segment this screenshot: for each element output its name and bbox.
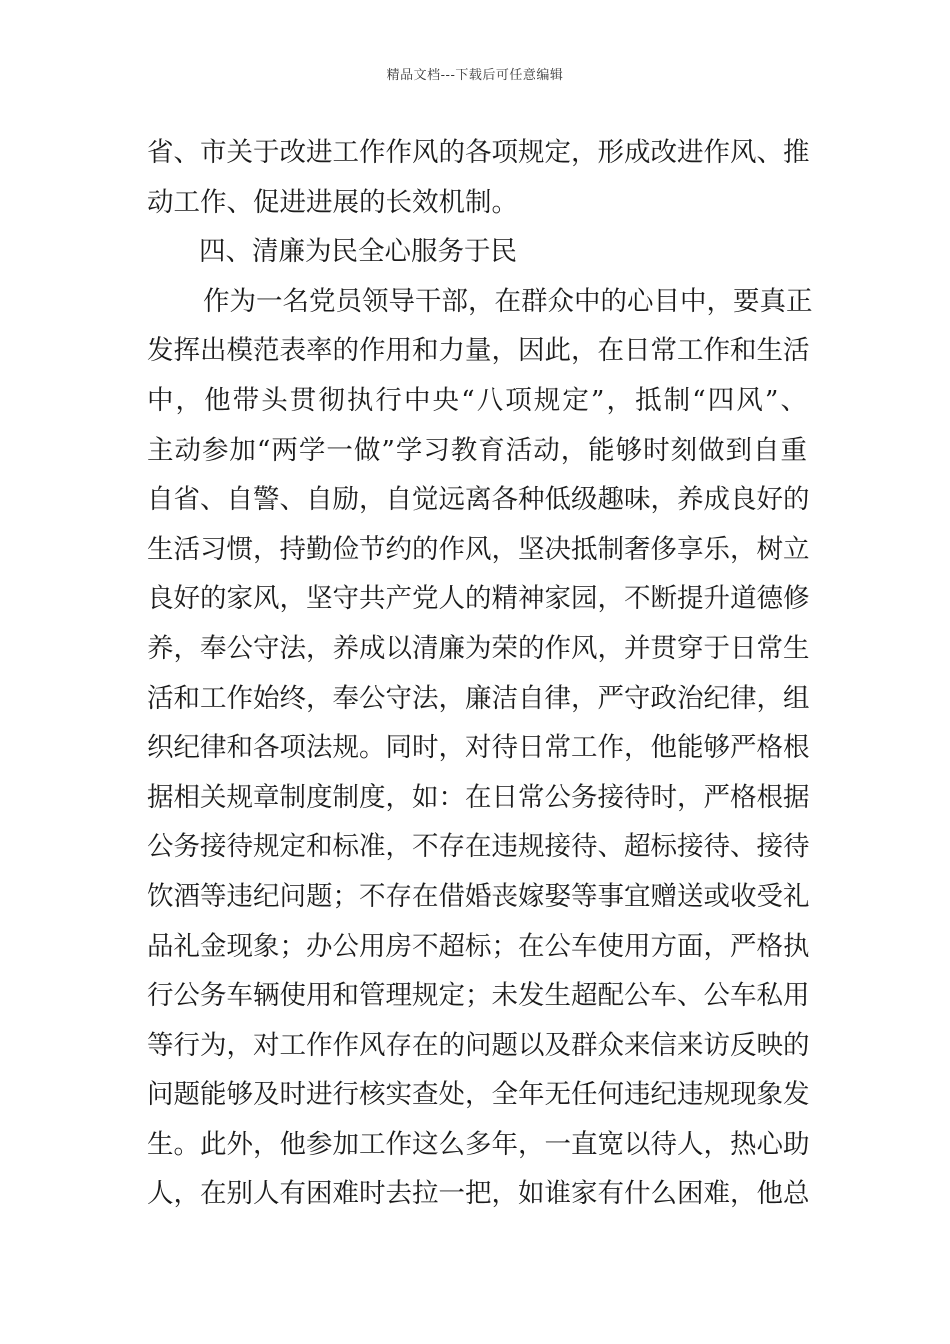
text-line: 活和工作始终，奉公守法，廉洁自律，严守政治纪律，组	[147, 682, 810, 714]
text-line: 生活习惯，持勤俭节约的作风，坚决抵制奢侈享乐，树立	[147, 533, 810, 565]
text-line: 问题能够及时进行核实查处，全年无任何违纪违规现象发	[147, 1079, 810, 1111]
text-line: 中，他带头贯彻执行中央“八项规定”，抵制“四风”、	[147, 384, 807, 416]
text-line: 发挥出模范表率的作用和力量，因此，在日常工作和生活	[147, 335, 810, 367]
text-line: 公务接待规定和标准，不存在违规接待、超标接待、接待	[147, 831, 810, 863]
page-header: 精品文档---下载后可任意编辑	[386, 68, 564, 83]
text-line: 品礼金现象；办公用房不超标；在公车使用方面，严格执	[147, 930, 810, 962]
text-line: 动工作、促进进展的长效机制。	[147, 186, 518, 218]
text-line: 作为一名党员领导干部，在群众中的心目中，要真正	[203, 285, 813, 317]
text-line: 据相关规章制度制度，如：在日常公务接待时，严格根据	[147, 781, 810, 813]
text-line: 良好的家风，坚守共产党人的精神家园，不断提升道德修	[147, 583, 810, 615]
text-line: 自省、自警、自励，自觉远离各种低级趣味，养成良好的	[147, 484, 810, 516]
text-line: 养，奉公守法，养成以清廉为荣的作风，并贯穿于日常生	[147, 632, 810, 664]
section-heading: 四、清廉为民全心服务于民	[199, 236, 517, 268]
text-line: 织纪律和各项法规。同时，对待日常工作，他能够严格根	[147, 732, 810, 764]
text-line: 省、市关于改进工作作风的各项规定，形成改进作风、推	[147, 137, 810, 168]
text-line: 人，在别人有困难时去拉一把，如谁家有什么困难，他总	[147, 1178, 810, 1210]
text-line: 主动参加“两学一做”学习教育活动，能够时刻做到自重	[147, 434, 807, 466]
document-body	[147, 128, 813, 1219]
text-line: 饮酒等违纪问题；不存在借婚丧嫁娶等事宜赠送或收受礼	[147, 880, 810, 912]
text-line: 生。此外，他参加工作这么多年，一直宽以待人，热心助	[147, 1128, 810, 1160]
text-line: 行公务车辆使用和管理规定；未发生超配公车、公车私用	[147, 980, 810, 1012]
text-line: 等行为，对工作作风存在的问题以及群众来信来访反映的	[147, 1029, 810, 1061]
